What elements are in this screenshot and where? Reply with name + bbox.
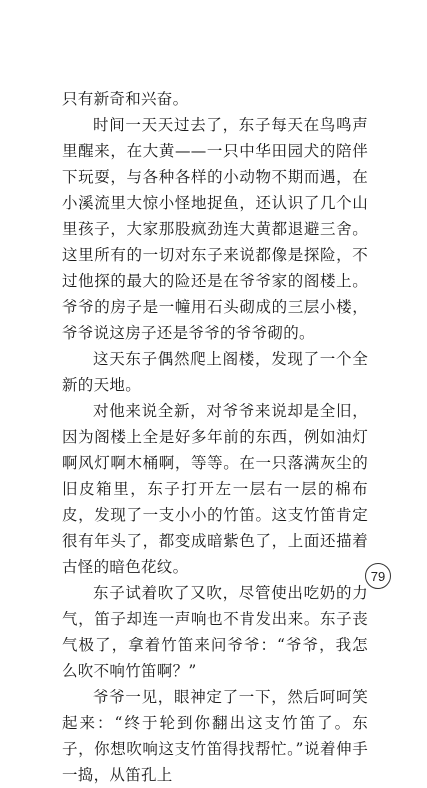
paragraph-3: 这天东子偶然爬上阁楼，发现了一个全新的天地。 — [62, 350, 368, 394]
paragraph-5: 东子试着吹了又吹，尽管使出吃奶的力气，笛子却连一声响也不肯发出来。东子丧气极了，拿着竹笛来问爷爷：“爷爷，我怎么吹不响竹笛啊？” — [62, 584, 368, 680]
page-number: 79 — [370, 568, 386, 584]
paragraph-1: 只有新奇和兴奋。 — [62, 90, 189, 108]
body-text — [62, 86, 368, 788]
paragraph-4: 对他来说全新，对爷爷来说却是全旧，因为阁楼上全是好多年前的东西，例如油灯啊风灯啊木桶啊，等等。在一只落满灰尘的旧皮箱里，东子打开左一层右一层的棉布皮，发现了一支小小的竹笛。这支竹笛肯定很有年头了，都变成暗紫色了，上面还描着古怪的暗色花纹。 — [62, 402, 368, 576]
page-number-badge — [365, 563, 391, 589]
paragraph-6: 爷爷一见，眼神定了一下，然后呵呵笑起来：“终于轮到你翻出这支竹笛了。东子，你想吹响这支竹笛得找帮忙。”说着伸手一捣，从笛孔上 — [62, 688, 368, 784]
paragraph-2: 时间一天天过去了，东子每天在鸟鸣声里醒来，在大黄——一只中华田园犬的陪伴下玩耍，与各种各样的小动物不期而遇，在小溪流里大惊小怪地捉鱼，还认识了几个山里孩子，大家那股疯劲连大黄都退避三舍。这里所有的一切对东子来说都像是探险，不过他探的最大的险还是在爷爷家的阁楼上。爷爷的房子是一幢用石头砌成的三层小楼，爷爷说这房子还是爷爷的爷爷砌的。 — [62, 116, 368, 342]
